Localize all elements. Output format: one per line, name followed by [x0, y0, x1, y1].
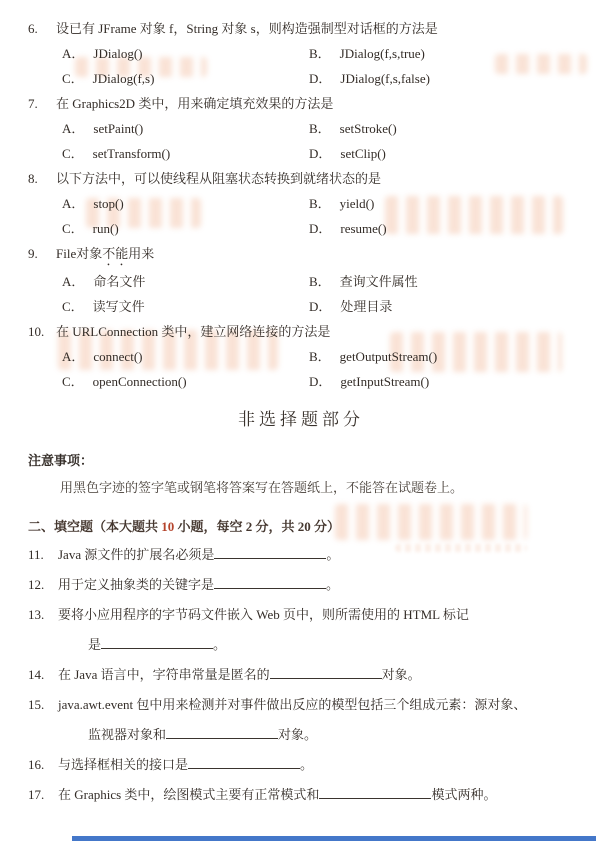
option-text: 读写文件 [92, 299, 145, 314]
question-stem [28, 91, 574, 116]
notice-heading: 注意事项： [28, 453, 94, 468]
question-text: 在 URLConnection 类中，建立网络连接的方法是 [56, 324, 331, 339]
question-text: 用于定义抽象类的关键字是 。 [58, 570, 339, 600]
fill-question-17 [28, 780, 574, 810]
option-text: setStroke() [339, 121, 397, 136]
question-number [28, 720, 58, 750]
option-text: 处理目录 [340, 299, 393, 314]
question-number: 12. [28, 577, 45, 592]
question-number [28, 630, 58, 660]
option-b [309, 344, 574, 369]
question-number: 8. [28, 171, 38, 186]
question-text: 以下方法中，可以使线程从阻塞状态转换到就绪状态的是 [56, 171, 382, 186]
option-b [309, 269, 574, 294]
question-text: 设已有 JFrame 对象 f，String 对象 s，则构造强制型对话框的方法是 [56, 21, 438, 36]
question-text: java.awt.event 包中用来检测并对事件做出反应的模型包括三个组成元素：源对象、 [58, 697, 527, 712]
option-label: B． [309, 349, 331, 364]
option-text: setClip() [340, 146, 386, 161]
option-text: 命名文件 [93, 274, 146, 289]
question-number: 9. [28, 246, 38, 261]
question-number: 15. [28, 697, 45, 712]
question-stem [28, 241, 574, 269]
fill-question-13-cont [28, 630, 574, 660]
option-label: C． [62, 374, 84, 389]
question-number: 14. [28, 667, 45, 682]
question-number: 6. [28, 21, 38, 36]
question-number: 11. [28, 547, 44, 562]
fill-question-11 [28, 540, 574, 570]
question-text: 与选择框相关的接口是 。 [58, 750, 313, 780]
option-text: connect() [93, 349, 143, 364]
fill-question-15 [28, 690, 574, 720]
answer-blank [214, 544, 326, 559]
options [62, 269, 574, 319]
option-d [309, 141, 574, 166]
option-label: A． [62, 121, 85, 136]
option-label: C． [62, 71, 84, 86]
option-c [62, 141, 309, 166]
option-text: getInputStream() [340, 374, 430, 389]
option-label: D． [309, 71, 332, 86]
option-text: setPaint() [93, 121, 144, 136]
mcq-question-9 [28, 241, 574, 319]
option-text: resume() [340, 221, 387, 236]
notice-text: 用黑色字迹的签字笔或钢笔将答案写在答题纸上，不能答在试题卷上。 [60, 480, 464, 495]
option-text: JDialog(f,s,false) [340, 71, 430, 86]
question-stem [28, 166, 574, 191]
option-text: 查询文件属性 [339, 274, 418, 289]
question-text: 是 。 [58, 630, 226, 660]
option-d [309, 216, 574, 241]
option-label: D． [309, 146, 332, 161]
question-stem [28, 319, 574, 344]
answer-blank [188, 754, 300, 769]
option-label: A． [62, 196, 85, 211]
option-d [309, 66, 574, 91]
option-text: stop() [93, 196, 124, 211]
option-text: yield() [339, 196, 375, 211]
option-b [309, 191, 574, 216]
option-label: B． [309, 121, 331, 136]
option-label: C． [62, 299, 84, 314]
question-text: 要将小应用程序的字节码文件嵌入 Web 页中，则所需使用的 HTML 标记 [58, 607, 469, 622]
option-text: getOutputStream() [339, 349, 438, 364]
option-a [62, 116, 309, 141]
option-label: C． [62, 221, 84, 236]
answer-blank [101, 634, 213, 649]
option-c [62, 294, 309, 319]
option-a [62, 344, 309, 369]
option-text: JDialog(f,s) [92, 71, 155, 86]
option-a [62, 269, 309, 294]
option-label: B． [309, 46, 331, 61]
question-count: 10 [161, 519, 175, 534]
option-text: setTransform() [92, 146, 171, 161]
question-text: Java 源文件的扩展名必须是 。 [58, 540, 339, 570]
mcq-question-6 [28, 16, 574, 91]
question-text: 在 Java 语言中，字符串常量是匿名的 对象。 [58, 660, 421, 690]
option-d [309, 294, 574, 319]
fill-question-15-cont [28, 720, 574, 750]
options [62, 41, 574, 91]
question-text: 在 Graphics 类中，绘图模式主要有正常模式和 模式两种。 [58, 780, 496, 810]
fill-question-16 [28, 750, 574, 780]
option-label: A． [62, 46, 85, 61]
option-label: A． [62, 349, 85, 364]
question-stem [28, 16, 574, 41]
option-b [309, 116, 574, 141]
mcq-question-7 [28, 91, 574, 166]
question-text: 监视器对象和 对象。 [58, 720, 317, 750]
fill-question-13 [28, 600, 574, 630]
option-text: run() [92, 221, 119, 236]
option-label: A． [62, 274, 85, 289]
question-number: 10. [28, 324, 45, 339]
option-text: JDialog() [93, 46, 143, 61]
options [62, 116, 574, 166]
fill-question-14 [28, 660, 574, 690]
option-label: B． [309, 196, 331, 211]
option-d [309, 369, 574, 394]
option-b [309, 41, 574, 66]
answer-blank [319, 784, 431, 799]
question-number: 17. [28, 787, 45, 802]
option-a [62, 191, 309, 216]
question-number: 16. [28, 757, 45, 772]
mcq-question-10 [28, 319, 574, 394]
answer-blank [270, 664, 382, 679]
option-text: JDialog(f,s,true) [339, 46, 425, 61]
question-text: 在 Graphics2D 类中，用来确定填充效果的方法是 [56, 96, 334, 111]
option-text: openConnection() [92, 374, 187, 389]
answer-blank [214, 574, 326, 589]
mcq-question-8 [28, 166, 574, 241]
question-number: 7. [28, 96, 38, 111]
fill-question-12 [28, 570, 574, 600]
option-c [62, 66, 309, 91]
option-a [62, 41, 309, 66]
option-label: D． [309, 221, 332, 236]
options [62, 191, 574, 241]
option-label: B． [309, 274, 331, 289]
answer-blank [166, 724, 278, 739]
option-c [62, 369, 309, 394]
section-title: 非选择题部分 [238, 410, 364, 429]
option-label: D． [309, 299, 332, 314]
fill-section-heading: 二、填空题（本大题共 10 小题，每空 2 分，共 20 分） [28, 519, 341, 534]
emphasized-text: 不能 [102, 246, 129, 261]
question-number: 13. [28, 607, 45, 622]
footer-scan-bar [72, 836, 596, 841]
option-label: C． [62, 146, 84, 161]
question-text: File对象不能用来 [56, 246, 155, 261]
option-c [62, 216, 309, 241]
option-label: D． [309, 374, 332, 389]
options [62, 344, 574, 394]
